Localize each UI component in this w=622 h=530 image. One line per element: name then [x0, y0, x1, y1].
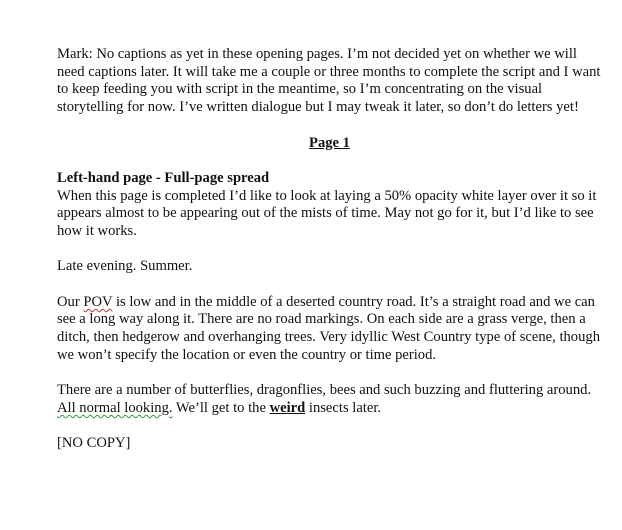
section-body: When this page is completed I’d like to look at laying a 50% opacity white layer over it so it appears almost to be appearing out of the mists of time. May not go for it, but I’d like to see how it works. [57, 187, 597, 239]
intro-paragraph: Mark: No captions as yet in these opening pages. I’m not decided yet on whether we will need captions later. It will take me a couple or three months to complete the script and I want to keep feeding you with script in the meantime, so I’m concentrating on the visual storytelling for now. I’ve written dialogue but I may tweak it later, so don’t do letters yet! [57, 46, 601, 116]
insects-weird-word: weird [269, 399, 306, 416]
insects-paragraph [57, 382, 602, 417]
pov-text-after: is low and in the middle of a deserted country road. It’s a straight road and we can see a long way along it. There are no road markings. On each side are a grass verge, then a ditch, then hedgerow and overhanging trees. Very idyllic West Country type of scene, though we won’t specify the location or even the country or time period. [57, 293, 600, 363]
pov-text-before: Our [57, 293, 84, 310]
no-copy-note: [NO COPY] [57, 435, 131, 452]
pov-paragraph [57, 294, 602, 365]
insects-text-before: There are a number of butterflies, dragonflies, bees and such buzzing and fluttering around. [57, 382, 592, 399]
insects-normal-phrase: All normal looking. [57, 399, 173, 416]
setting-line: Late evening. Summer. [57, 258, 193, 275]
insects-text-middle: We’ll get to the [172, 399, 270, 416]
page-title: Page 1 [309, 134, 350, 151]
script-page [57, 46, 602, 471]
section-heading: Left-hand page - Full-page spread [57, 169, 270, 186]
pov-word: POV [83, 293, 113, 310]
section-block [57, 170, 602, 241]
insects-text-after: insects later. [305, 399, 382, 416]
